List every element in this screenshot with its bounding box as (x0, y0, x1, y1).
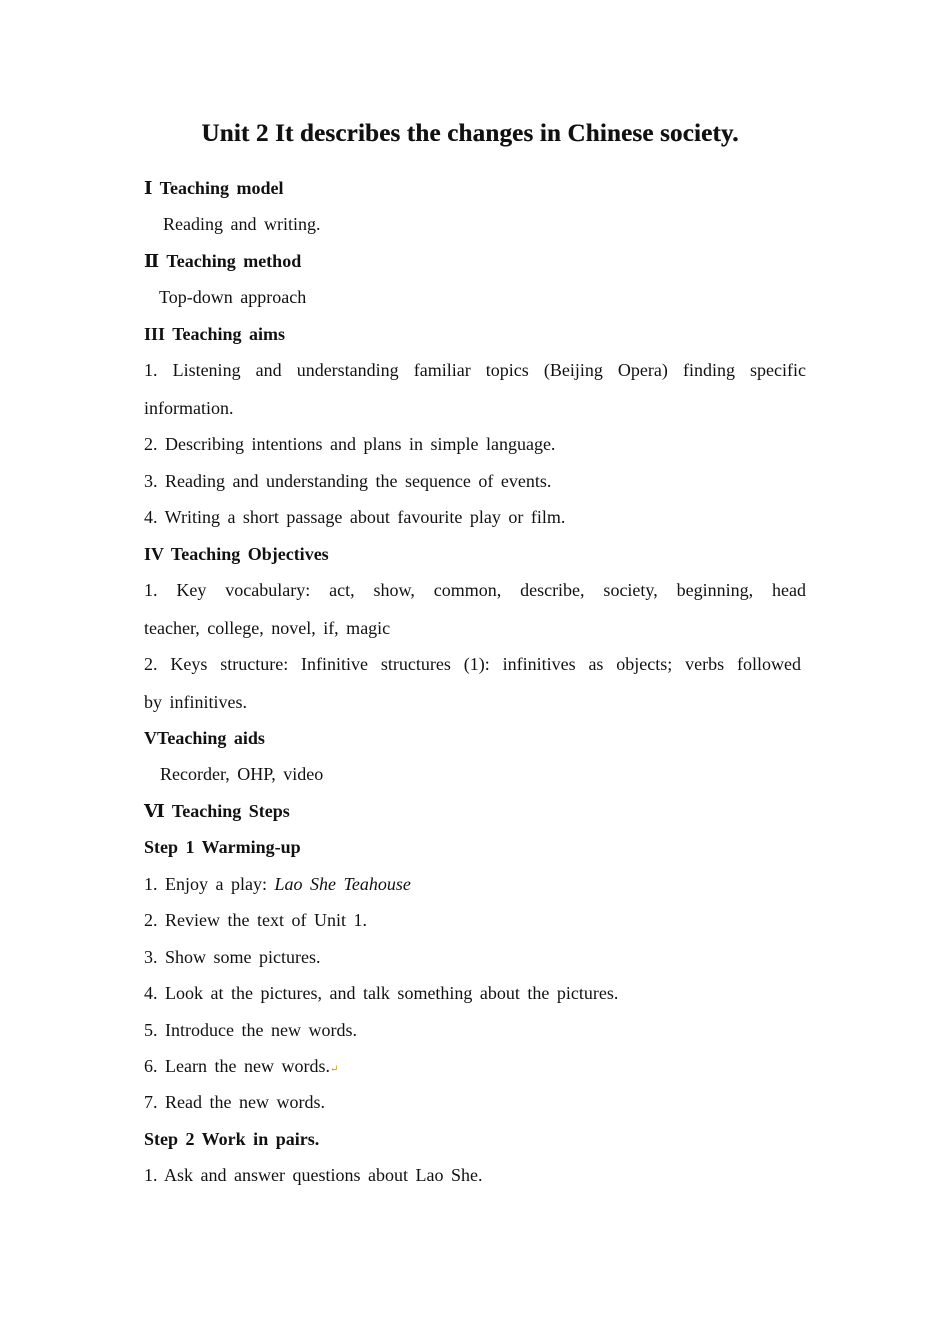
section-heading-teaching-aims: III Teaching aims (144, 324, 286, 344)
objectives-item-2-line-2: by infinitives. (144, 692, 247, 712)
step-2-item-1: 1. Ask and answer questions about Lao She. (144, 1165, 483, 1185)
aims-item-3: 3. Reading and understanding the sequence of events. (144, 471, 552, 491)
step-1-item-1 (144, 873, 806, 895)
section-heading-teaching-objectives: IV Teaching Objectives (144, 544, 329, 564)
objectives-item-2-line-1: 2. Keys structure: Infinitive structures (1): infinitives as objects; verbs followed (144, 654, 801, 674)
step-2-heading: Step 2 Work in pairs. (144, 1129, 320, 1149)
step-1-item-3: 3. Show some pictures. (144, 947, 321, 967)
teaching-model-text: Reading and writing. (163, 214, 321, 234)
aims-item-2: 2. Describing intentions and plans in simple language. (144, 434, 556, 454)
teaching-method-text: Top-down approach (159, 287, 307, 307)
page-title: Unit 2 It describes the changes in Chinese society. (201, 120, 739, 147)
paragraph-mark-icon: ↵ (329, 1064, 339, 1075)
step-1-item-6 (144, 1055, 806, 1081)
section-heading-teaching-model: Ⅰ Teaching model (144, 178, 284, 198)
step-1-item-7: 7. Read the new words. (144, 1092, 325, 1112)
objectives-item-1-line-2: teacher, college, novel, if, magic (144, 618, 391, 638)
step-1-item-6-text: 6. Learn the new words. (144, 1056, 330, 1076)
step-1-item-4: 4. Look at the pictures, and talk something about the pictures. (144, 983, 619, 1003)
aims-item-1-line-2: information. (144, 398, 234, 418)
teaching-aids-text: Recorder, OHP, video (160, 764, 324, 784)
step-1-item-1-prefix: 1. Enjoy a play: (144, 874, 275, 894)
aims-item-4: 4. Writing a short passage about favourite play or film. (144, 507, 566, 527)
section-heading-teaching-steps: Ⅵ Teaching Steps (144, 801, 290, 821)
step-1-heading: Step 1 Warming-up (144, 837, 301, 857)
objectives-item-1-line-1: 1. Key vocabulary: act, show, common, describe, society, beginning, head (144, 580, 806, 600)
section-heading-teaching-method: Ⅱ Teaching method (144, 251, 302, 271)
step-1-item-5: 5. Introduce the new words. (144, 1020, 357, 1040)
step-1-item-2: 2. Review the text of Unit 1. (144, 910, 367, 930)
aims-item-1-line-1: 1. Listening and understanding familiar topics (Beijing Opera) finding specific (144, 360, 806, 380)
play-title: Lao She Teahouse (274, 874, 411, 894)
section-heading-teaching-aids: VTeaching aids (144, 728, 265, 748)
